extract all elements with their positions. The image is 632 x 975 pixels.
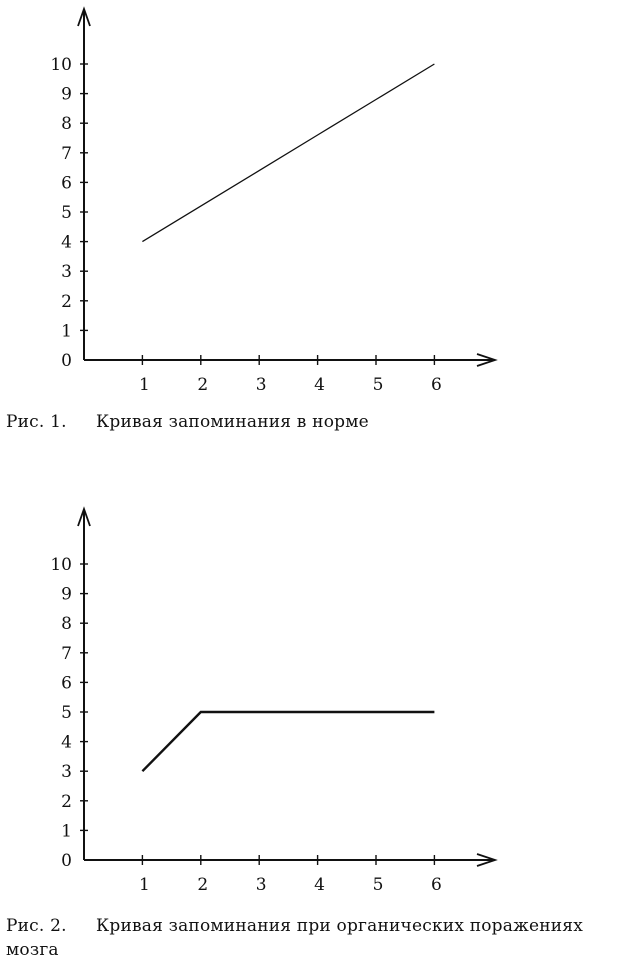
x-tick-label: 3 <box>255 375 267 395</box>
y-tick-label: 0 <box>61 351 72 371</box>
y-tick-label: 1 <box>61 821 72 842</box>
y-tick-label: 3 <box>61 262 72 283</box>
figure-2-caption-label: Рис. 2. <box>6 916 67 936</box>
y-tick-label: 6 <box>61 673 72 694</box>
y-tick-label: 8 <box>61 614 72 635</box>
x-tick-label: 5 <box>372 375 384 395</box>
y-tick-label: 8 <box>61 114 72 135</box>
figure-1-caption-text: Кривая запоминания в норме <box>96 412 369 432</box>
series-line <box>142 64 434 242</box>
y-tick-label: 4 <box>61 232 72 253</box>
x-tick-label: 2 <box>197 875 209 895</box>
x-tick-label: 6 <box>430 875 442 895</box>
y-tick-label: 5 <box>61 703 72 723</box>
y-tick-label: 10 <box>50 55 72 75</box>
figure-1-caption <box>6 410 626 434</box>
x-tick-label: 3 <box>255 875 267 895</box>
figure-1-caption-label: Рис. 1. <box>6 412 67 432</box>
y-tick-label: 2 <box>61 791 72 812</box>
x-tick-label: 4 <box>314 875 326 895</box>
x-tick-label: 6 <box>430 375 442 395</box>
y-tick-label: 2 <box>61 291 72 312</box>
memory-curve-chart-normal <box>0 0 632 410</box>
y-tick-label: 5 <box>61 203 72 223</box>
y-tick-label: 6 <box>61 173 72 194</box>
y-tick-label: 4 <box>61 732 72 753</box>
y-tick-label: 1 <box>61 321 72 342</box>
x-tick-label: 5 <box>372 875 384 895</box>
figure-2 <box>0 500 632 975</box>
series-line <box>142 712 434 771</box>
x-tick-label: 1 <box>138 375 150 395</box>
y-tick-label: 0 <box>61 851 72 871</box>
figure-1 <box>0 0 632 450</box>
figure-2-caption-text: Кривая запоминания при органических поражениях мозга <box>6 916 583 960</box>
y-tick-label: 9 <box>61 84 72 105</box>
y-tick-label: 9 <box>61 584 72 605</box>
y-tick-label: 7 <box>61 643 72 664</box>
x-tick-label: 2 <box>197 375 209 395</box>
x-tick-label: 1 <box>138 875 150 895</box>
x-tick-label: 4 <box>314 375 326 395</box>
figure-2-caption <box>6 914 626 962</box>
y-tick-label: 7 <box>61 143 72 164</box>
y-tick-label: 3 <box>61 762 72 783</box>
memory-curve-chart-organic <box>0 500 632 910</box>
y-tick-label: 10 <box>50 555 72 575</box>
